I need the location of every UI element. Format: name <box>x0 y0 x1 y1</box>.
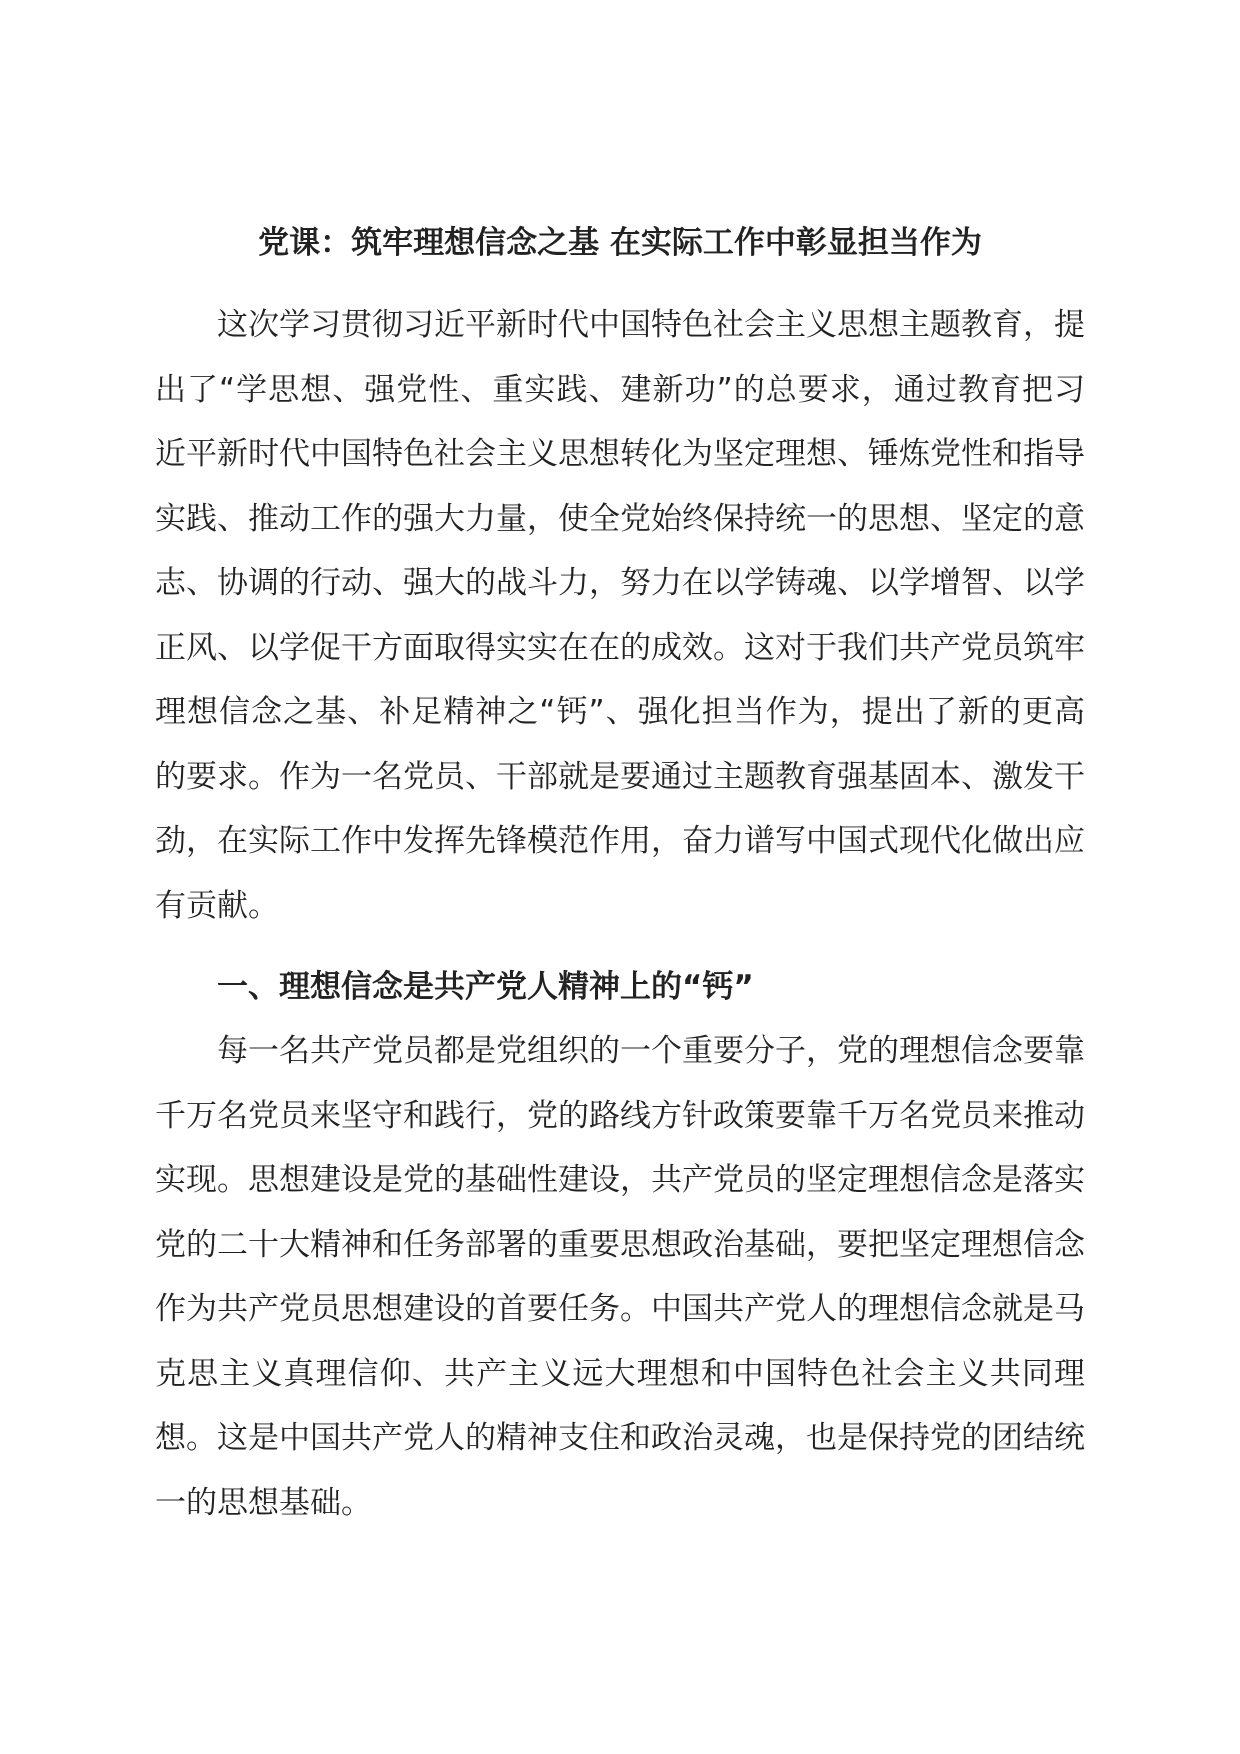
section-paragraph: 每一名共产党员都是党组织的一个重要分子，党的理想信念要靠千万名党员来坚守和践行，党的路线方针政策要靠千万名党员来推动实现。思想建设是党的基础性建设，共产党员的坚定理想信念是落实党的二十大精神和任务部署的重要思想政治基础，要把坚定理想信念作为共产党员思想建设的首要任务。中国共产党人的理想信念就是马克思主义真理信仰、共产主义远大理想和中国特色社会主义共同理想。这是中国共产党人的精神支住和政治灵魂，也是保持党的团结统一的思想基础。 <box>155 1033 1085 1521</box>
document-title: 党课：筑牢理想信念之基 在实际工作中彰显担当作为 <box>258 225 982 261</box>
section-heading: 一、理想信念是共产党人精神上的“钙” <box>217 969 754 1005</box>
intro-paragraph: 这次学习贯彻习近平新时代中国特色社会主义思想主题教育，提出了“学思想、强党性、重实践、建新功”的总要求，通过教育把习近平新时代中国特色社会主义思想转化为坚定理想、锤炼党性和指导实践、推动工作的强大力量，使全党始终保持统一的思想、坚定的意志、协调的行动、强大的战斗力，努力在以学铸魂、以学增智、以学正风、以学促干方面取得实实在在的成效。这对于我们共产党员筑牢理想信念之基、补足精神之“钙”、强化担当作为，提出了新的更高的要求。作为一名党员、干部就是要通过主题教育强基固本、激发干劲，在实际工作中发挥先锋模范作用，奋力谱写中国式现代化做出应有贡献。 <box>155 307 1085 924</box>
